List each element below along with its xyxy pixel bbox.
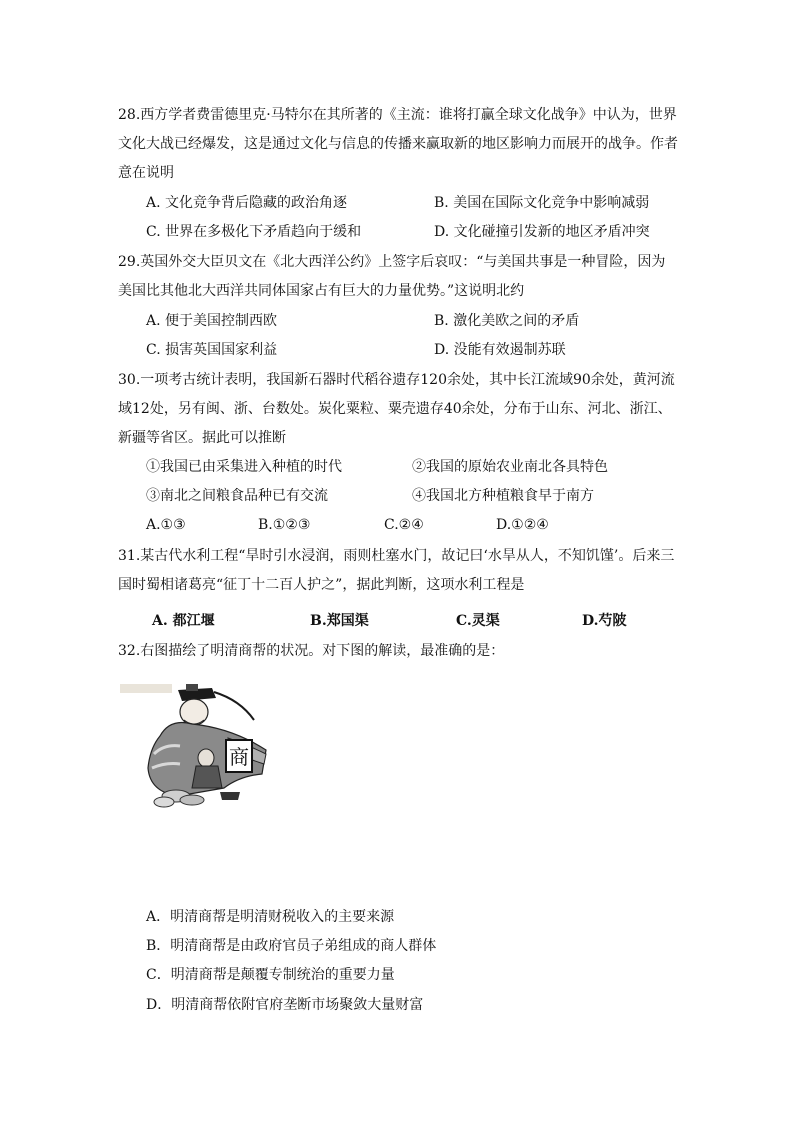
question-31-option-c: C.灵渠	[456, 613, 500, 629]
question-32-option-d: D．明清商帮依附官府垄断市场聚敛大量财富	[146, 997, 424, 1013]
question-28-stem: 28.西方学者费雷德里克·马特尔在其所著的《主流：谁将打赢全球文化战争》中认为，世界文化大战已经爆发，这是通过文化与信息的传播来赢取新的地区影响力而展开的战争。作者意在说明	[118, 107, 678, 181]
question-30-stem: 30.一项考古统计表明，我国新石器时代稻谷遗存120余处，其中长江流域90余处，黄河流域12处，另有闽、浙、台数处。炭化粟粒、粟壳遗存40余处，分布于山东、河北、浙江、新疆等省区。据此可以推断	[118, 372, 675, 446]
question-29-option-b: B. 激化美欧之间的矛盾	[434, 313, 580, 329]
official-face	[180, 699, 208, 725]
question-29-option-c: C. 损害英国国家利益	[146, 342, 278, 358]
question-32-option-c: C．明清商帮是颠覆专制统治的重要力量	[146, 967, 395, 983]
official-boot	[220, 792, 240, 800]
question-31-option-d: D.芍陂	[582, 613, 627, 629]
merchant-body	[192, 766, 222, 788]
question-28-option-a: A. 文化竞争背后隐藏的政治角逐	[146, 195, 348, 211]
question-30-statement-4: ④我国北方种植粮食早于南方	[412, 488, 594, 504]
question-32-option-a: A．明清商帮是明清财税收入的主要来源	[146, 909, 395, 925]
silver-ingot-3	[154, 797, 174, 807]
merchant-official-illustration	[120, 684, 275, 809]
question-32-stem: 32.右图描绘了明清商帮的状况。对下图的解读，最准确的是：	[118, 643, 505, 659]
question-30-option-d: D.①②④	[496, 517, 549, 533]
question-30-statement-1: ①我国已由采集进入种植的时代	[146, 459, 342, 475]
illustration-svg	[120, 684, 275, 809]
question-30-statement-2: ②我国的原始农业南北各具特色	[412, 459, 608, 475]
merchant-sign-text: 商	[229, 745, 249, 769]
hat-feather	[214, 692, 254, 720]
question-30-option-c: C.②④	[384, 517, 424, 533]
merchant-head	[198, 749, 214, 767]
question-29-option-d: D. 没能有效遏制苏联	[434, 342, 566, 358]
question-31-option-a: A. 都江堰	[152, 613, 215, 629]
paper-strip	[120, 684, 172, 693]
question-28-option-b: B. 美国在国际文化竞争中影响减弱	[434, 195, 650, 211]
question-30-option-a: A.①③	[146, 517, 186, 533]
question-30-option-b: B.①②③	[258, 517, 311, 533]
question-31-stem: 31.某古代水利工程“旱时引水浸润，雨则杜塞水门，故记曰‘水旱从人，不知饥馑’。后来三国时蜀相诸葛亮“征丁十二百人护之”，据此判断，这项水利工程是	[118, 548, 675, 593]
question-30-statement-3: ③南北之间粮食品种已有交流	[146, 488, 328, 504]
hat-top	[186, 684, 198, 691]
question-32-option-b: B．明清商帮是由政府官员子弟组成的商人群体	[146, 938, 437, 954]
question-31-option-b: B.郑国渠	[310, 613, 369, 629]
question-29-option-a: A. 便于美国控制西欧	[146, 313, 278, 329]
question-28-option-c: C. 世界在多极化下矛盾趋向于缓和	[146, 224, 362, 240]
question-28-option-d: D. 文化碰撞引发新的地区矛盾冲突	[434, 224, 650, 240]
silver-ingot-2	[180, 795, 204, 805]
question-29-stem: 29.英国外交大臣贝文在《北大西洋公约》上签字后哀叹：“与美国共事是一种冒险，因为美国比其他北大西洋共同体国家占有巨大的力量优势。”这说明北约	[118, 254, 666, 299]
